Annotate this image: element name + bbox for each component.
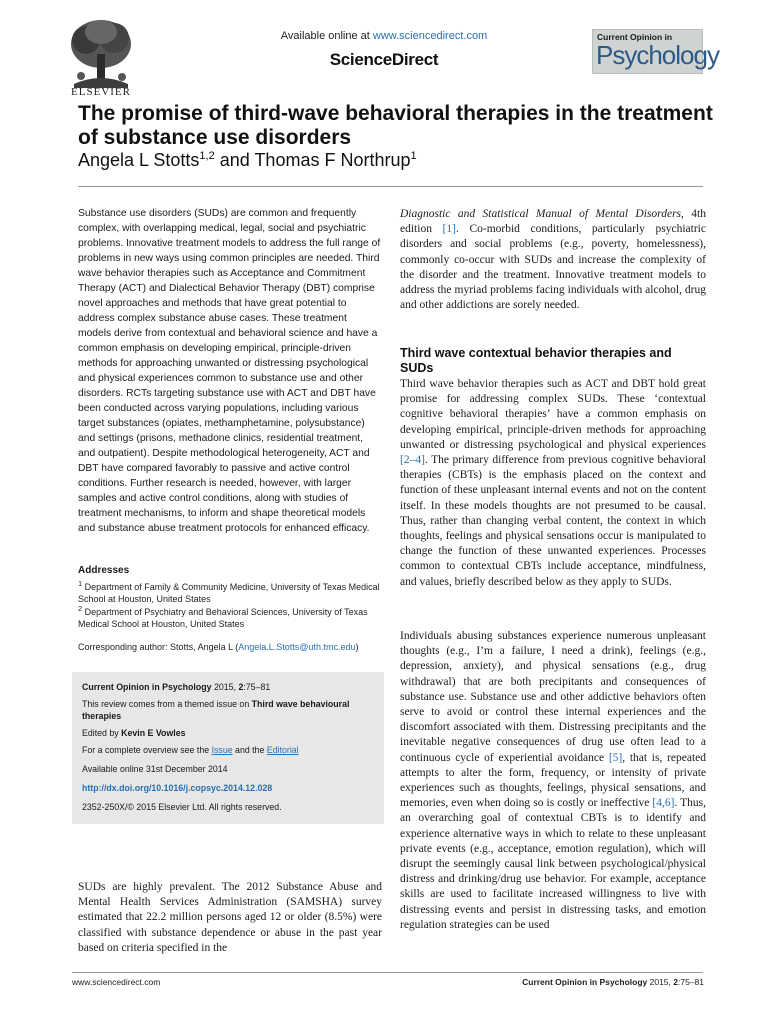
dsm-title: Diagnostic and Statistical Manual of Mental Disorders bbox=[400, 208, 682, 220]
address-1-text: Department of Family & Community Medicine, University of Texas Medical School at Houston, United States bbox=[78, 582, 380, 604]
info-year: 2015, bbox=[211, 682, 239, 692]
article-info-box bbox=[72, 672, 384, 824]
info-overview-prefix: For a complete overview see the bbox=[82, 745, 212, 755]
title-divider bbox=[78, 186, 703, 187]
abstract: Substance use disorders (SUDs) are common and frequently complex, with overlapping medical, legal, social and psychiatric problems. Innovative treatment models to address the full range of problems in new ways using common principles are needed. Third wave behavior therapies such as Acceptance and Commitment Therapy (ACT) and Dialectical Behavior Therapy (DBT) comprise novel approaches and methods that have great potential to address complex substance abuse cases. These treatment models derive from contextual and behavioral science and have a common emphasis on developing empirical, principle-driven methods for approaching unwanted or distressing psychological and physical experiences common to substance use and other disorders. RCTs targeting substance use with ACT and DBT have been conducted across varying populations, including various target substances (opiates, methamphetamine, polysubstance) and settings (prisons, methadone clinics, residential treatment, and outpatient). Despite methodological heterogeneity, ACT and DBT have compared favorably to passive and active control conditions. Further research is needed, however, with larger samples and active control conditions, along with studies of treatment mechanisms, to inform and shape theoretical models and substance abuse treatment protocols for enhanced efficacy. bbox=[78, 208, 381, 534]
footer-divider bbox=[72, 972, 703, 973]
addresses-heading: Addresses bbox=[78, 565, 130, 576]
ref-link-2-4[interactable]: [2–4] bbox=[400, 454, 425, 467]
journal-logo-line2: Psychology bbox=[596, 40, 719, 70]
p2-text-b: . The primary difference from previous cognitive behavioral therapies (CBTs) is the emphasis placed on the context and function of these unpleasant internal events and not on the content itself. In these models thoughts are not presumed to be causal. Thus, rather than changing verbal content, the context in which thoughts, feelings and physical sensations occur is manipulated to change the function of these unwanted experiences. Processes common to contextual CBTs include acceptance, mindfulness, and values, briefly described below as they apply to SUDs. bbox=[400, 454, 706, 588]
footer-website: www.sciencedirect.com bbox=[72, 977, 161, 987]
available-online-label: Available online at bbox=[280, 30, 373, 42]
issue-link[interactable]: Issue bbox=[211, 745, 233, 755]
sciencedirect-brand: ScienceDirect bbox=[329, 50, 439, 69]
corresponding-author bbox=[78, 642, 382, 652]
info-copyright: 2352-250X/© 2015 Elsevier Ltd. All rights reserved. bbox=[82, 802, 282, 812]
author-1-affiliation: 1,2 bbox=[199, 150, 215, 162]
info-available-date: Available online 31st December 2014 bbox=[82, 764, 228, 774]
p1-text-b: . Co-morbid conditions, particularly psychiatric disorders and social problems (e.g., poverty, homelessness), commonly co-occur with SUDs and increase the complexity of the disorder and the treatment. Innovative treatment models to address the myriad problems facing individuals with alcohol, drug and other addictions are sorely needed. bbox=[400, 223, 706, 312]
body-paragraph-2 bbox=[400, 377, 706, 590]
body-paragraph-left: SUDs are highly prevalent. The 2012 Substance Abuse and Mental Health Services Administration (SAMSHA) survey estimated that 22.2 million persons aged 12 or older (8.5%) were classified with substance dependence or abuse in the past year based on criteria specified in the bbox=[78, 881, 382, 954]
p3-text-a: Individuals abusing substances experience numerous unpleasant thoughts (e.g., I’m a failure, I need a drink), feelings (e.g., depression, anxiety), and physical sensations (e.g., drug withdrawal) that are both precipitants and consequences of substance use. Substance use and other addictive behaviors often serve to avoid or control these internal experiences and the discomfort associated with them. Distressing precipitants and the inevitable negative consequences of drug use often lead to a continuous cycle of experiential avoidance bbox=[400, 630, 706, 764]
p1-text-a: , 4th edition bbox=[400, 208, 707, 236]
author-2-affiliation: 1 bbox=[410, 150, 417, 162]
info-edited-prefix: Edited by bbox=[82, 728, 122, 738]
info-themed-prefix: This review comes from a themed issue on bbox=[82, 699, 252, 709]
corresponding-prefix: Corresponding author: Stotts, Angela L ( bbox=[78, 642, 239, 652]
address-2 bbox=[78, 603, 382, 630]
journal-logo bbox=[592, 29, 719, 74]
footer-citation bbox=[522, 977, 704, 987]
info-edited-by bbox=[82, 728, 376, 740]
footer-journal: Current Opinion in Psychology bbox=[522, 977, 648, 987]
info-citation bbox=[82, 682, 376, 694]
p3-text-b: , that is, repeated attempts to alter the form, frequency, or intensity of private experiences such as thoughts, feelings, physical sensations, and memories, even when doing so is costly or ineffective bbox=[400, 751, 707, 810]
ref-link-1[interactable]: [1] bbox=[442, 223, 456, 236]
footer-pages: :75–81 bbox=[678, 977, 704, 987]
journal-logo-line1: Current Opinion in bbox=[597, 32, 673, 42]
p3-text-c: . Thus, an overarching goal of contextual CBTs is to identify and experience alternative ways in which to relate to these unpleasant private events (e.g., acceptance, emotion regulation), which will disrupt the seemingly causal link between psychological/physical distress and drinking/drug use behavior. For example, acceptance skills are used to facilitate increased willingness to live with distressing events and persist in distressing tasks, and emotion regulation strategies can be used bbox=[400, 797, 706, 931]
info-volume: 2 bbox=[238, 682, 244, 692]
info-pages: :75–81 bbox=[243, 682, 271, 692]
corresponding-email-link[interactable]: Angela.L.Stotts@uth.tmc.edu bbox=[238, 642, 356, 652]
info-overview bbox=[82, 745, 376, 757]
article-title: The promise of third-wave behavioral therapies in the treatment of substance use disorders bbox=[78, 102, 713, 149]
sciencedirect-link[interactable]: www.sciencedirect.com bbox=[372, 30, 488, 42]
ref-link-5[interactable]: [5] bbox=[608, 751, 623, 764]
info-and-the: and the bbox=[232, 745, 267, 755]
author-conjunction: and bbox=[214, 150, 255, 170]
section-heading: Third wave contextual behavior therapies and SUDs bbox=[400, 346, 672, 375]
p2-text-a: Third wave behavior therapies such as ACT and DBT hold great promise for addressing complex SUDs. These ‘contextual cognitive behavioral therapies’ have a common emphasis on developing empirical, principle-driven methods for approaching unwanted or distressing psychological and physical experiences bbox=[400, 378, 706, 451]
author-1: Angela L Stotts bbox=[78, 150, 200, 170]
footer-volume: 2 bbox=[673, 977, 678, 987]
body-paragraph-1 bbox=[400, 207, 706, 313]
author-2: Thomas F Northrup bbox=[254, 150, 411, 170]
info-editor: Kevin E Vowles bbox=[121, 728, 186, 738]
corresponding-suffix: ) bbox=[355, 642, 359, 652]
address-2-marker: 2 bbox=[78, 604, 83, 613]
info-themed-issue bbox=[82, 699, 376, 722]
address-1 bbox=[78, 578, 382, 605]
editorial-link[interactable]: Editorial bbox=[266, 745, 299, 755]
info-doi-row bbox=[82, 783, 376, 795]
doi-link[interactable]: http://dx.doi.org/10.1016/j.copsyc.2014.12.028 bbox=[82, 783, 273, 793]
footer-year: 2015, bbox=[647, 977, 674, 987]
publisher-name: ELSEVIER bbox=[71, 86, 131, 98]
ref-link-4-6[interactable]: [4,6] bbox=[652, 797, 675, 810]
address-1-marker: 1 bbox=[78, 579, 83, 588]
info-journal: Current Opinion in Psychology bbox=[82, 682, 212, 692]
body-paragraph-3 bbox=[400, 629, 706, 933]
author-list bbox=[78, 150, 417, 171]
address-2-text: Department of Psychiatry and Behavioral Sciences, University of Texas Medical School at Houston, United States bbox=[78, 607, 368, 629]
info-themed-title: Third wave behavioural therapies bbox=[82, 699, 350, 721]
